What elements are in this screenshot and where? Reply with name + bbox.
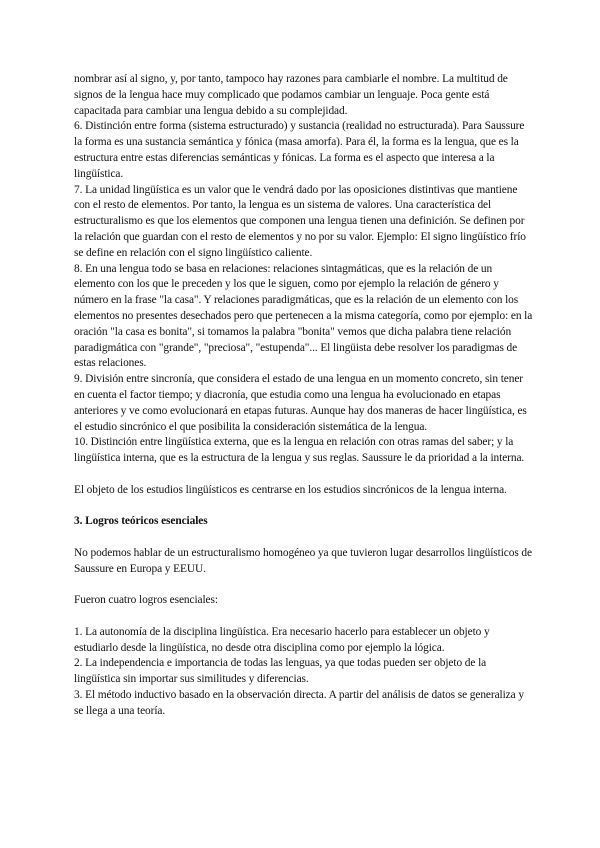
paragraph-external-internal: 10. Distinción entre lingüística externa, que es la lengua en relación con otras ramas del saber; y la lingüística interna, que es la estructura de la lengua y sus reglas. Saussure le da prioridad a la interna. (74, 436, 525, 465)
paragraph-relations: 8. En una lengua todo se basa en relaciones: relaciones sintagmáticas, que es la relación de un elemento con los que le preceden y los que le siguen, como por ejemplo la relación de género y número en la frase "la casa". Y relaciones paradigmáticas, que es la relación de un elemento con los elementos no presentes desechados pero que pertenecen a la misma categoría, como por ejemplo: en la oración "la casa es bonita", si tomamos la palabra "bonita" vemos que dicha palabra tiene relación paradigmática con "grande", "preciosa", "estupenda"... El lingüista debe resolver los paradigmas de estas relaciones. (74, 262, 533, 370)
spacer (74, 467, 534, 483)
section-heading: 3. Logros teóricos esenciales (74, 515, 208, 528)
paragraph-form-substance: 6. Distinción entre forma (sistema estructurado) y sustancia (realidad no estructurada). Para Saussure la forma es una sustancia semántica y fónica (masa amorfa). Para él, la forma es la lengua, que es la estructura entre estas diferencias semánticas y fónicas. La forma es el aspecto que interesa a la lingüística. (74, 120, 525, 180)
spacer (74, 530, 534, 546)
paragraph-conclusion: El objeto de los estudios lingüísticos es centrarse en los estudios sincrónicos de la lengua interna. (74, 483, 507, 496)
list-item-achievement-2: 2. La independencia e importancia de todas las lenguas, ya que todas pueden ser objeto de la lingüística sin importar sus similitudes y diferencias. (74, 657, 487, 686)
list-item-achievement-1: 1. La autonomía de la disciplina lingüística. Era necesario hacerlo para establecer un objeto y estudiarlo desde la lingüística, no desde otra disciplina como por ejemplo la lógica. (74, 625, 490, 654)
paragraph-linguistic-value: 7. La unidad lingüística es un valor que le vendrá dado por las oposiciones distintivas que mantiene con el resto de elementos. Por tanto, la lengua es un sistema de valores. Una característica del estructuralismo es que los elementos que componen una lengua tienen una definición. Se definen por la relación que guardan con el resto de elementos y no por su valor. Ejemplo: El signo lingüístico frío se define en relación con el signo lingüístico caliente. (74, 183, 526, 259)
paragraph-synchrony-diachrony: 9. División entre sincronía, que considera el estado de una lengua en un momento concreto, sin tener en cuenta el factor tiempo; y diacronía, que estudia como una lengua ha evolucionado en etapas anteriores y ve como evolucionará en etapas futuras. Aunque hay dos maneras de hacer lingüística, es el estudio sincrónico el que posibilita la consideración sistemática de la lengua. (74, 373, 527, 433)
spacer (74, 578, 534, 594)
paragraph-section-intro: No podemos hablar de un estructuralismo homogéneo ya que tuvieron lugar desarrollos lingüísticos de Saussure en Europa y EEUU. (74, 546, 532, 575)
paragraph-list-intro: Fueron cuatro logros esenciales: (74, 594, 218, 607)
spacer (74, 499, 534, 515)
paragraph-sign-naming: nombrar así al signo, y, por tanto, tampoco hay razones para cambiarle el nombre. La multitud de signos de la lengua hace muy complicado que podamos cambiar un lenguaje. Poca gente está capacitada para cambiar una lengua debido a su complejidad. (74, 73, 508, 117)
spacer (74, 609, 534, 625)
list-item-achievement-3: 3. El método inductivo basado en la observación directa. A partir del análisis de datos se generaliza y se llega a una teoría. (74, 689, 524, 717)
document-page (74, 72, 534, 720)
